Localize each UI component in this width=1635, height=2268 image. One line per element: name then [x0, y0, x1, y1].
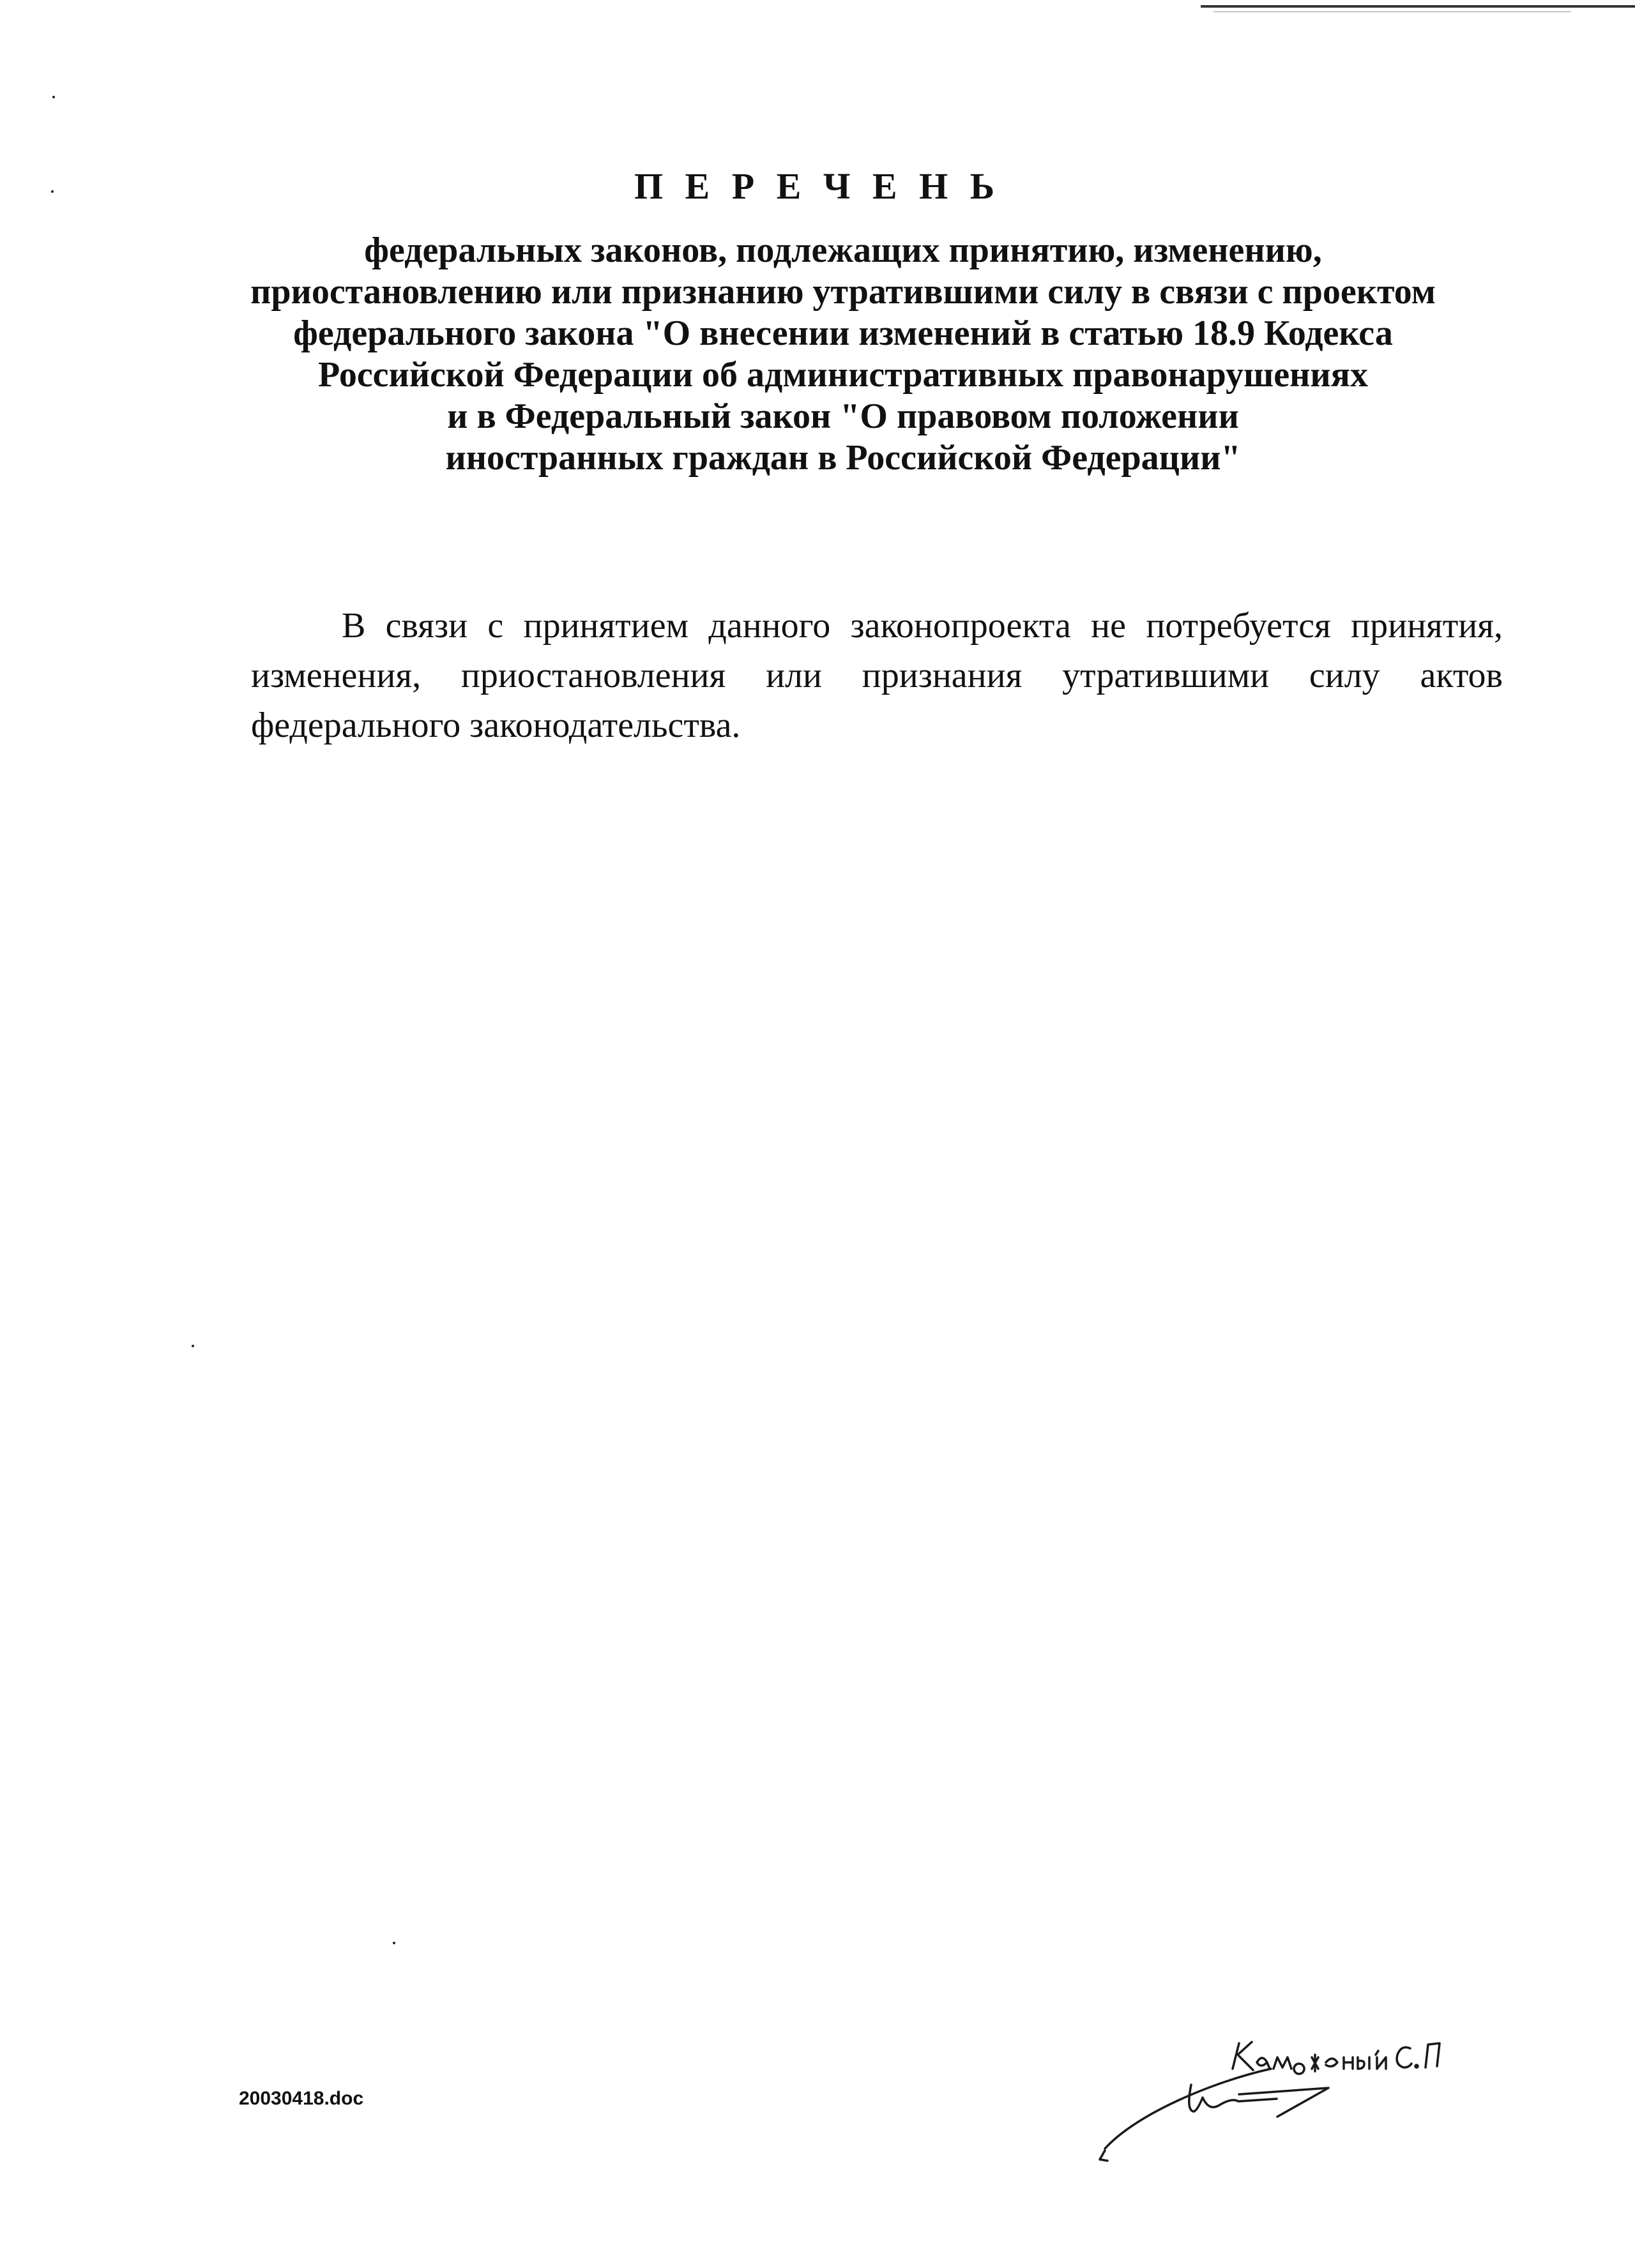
document-title: П Е Р Е Ч Е Н Ь: [634, 165, 1001, 207]
subtitle-line: федерального закона "О внесении изменений в статью 18.9 Кодекса: [293, 314, 1393, 353]
scan-top-rule-thin: [1213, 11, 1571, 12]
body-paragraph: В связи с принятием данного законопроекта не потребуется принятия, изменения, приостановления или признания утратившими силу актов федерального законодательства.: [251, 606, 1503, 745]
scan-speck: [192, 1345, 194, 1347]
subtitle-line: Российской Федерации об административных правонарушениях: [318, 355, 1368, 395]
scan-speck: [52, 96, 55, 98]
file-name-label: 20030418.doc: [239, 2088, 364, 2109]
scan-top-rule: [1201, 5, 1635, 8]
subtitle-line: федеральных законов, подлежащих принятию, изменению,: [364, 231, 1322, 270]
subtitle-line: приостановлению или признанию утратившими силу в связи с проектом: [250, 272, 1436, 312]
document-subtitle: [192, 230, 1494, 479]
subtitle-line: и в Федеральный закон "О правовом положении: [447, 397, 1239, 436]
scan-speck: [393, 1942, 395, 1944]
handwritten-signature: [971, 1999, 1546, 2190]
subtitle-line: иностранных граждан в Российской Федерации": [445, 438, 1241, 478]
